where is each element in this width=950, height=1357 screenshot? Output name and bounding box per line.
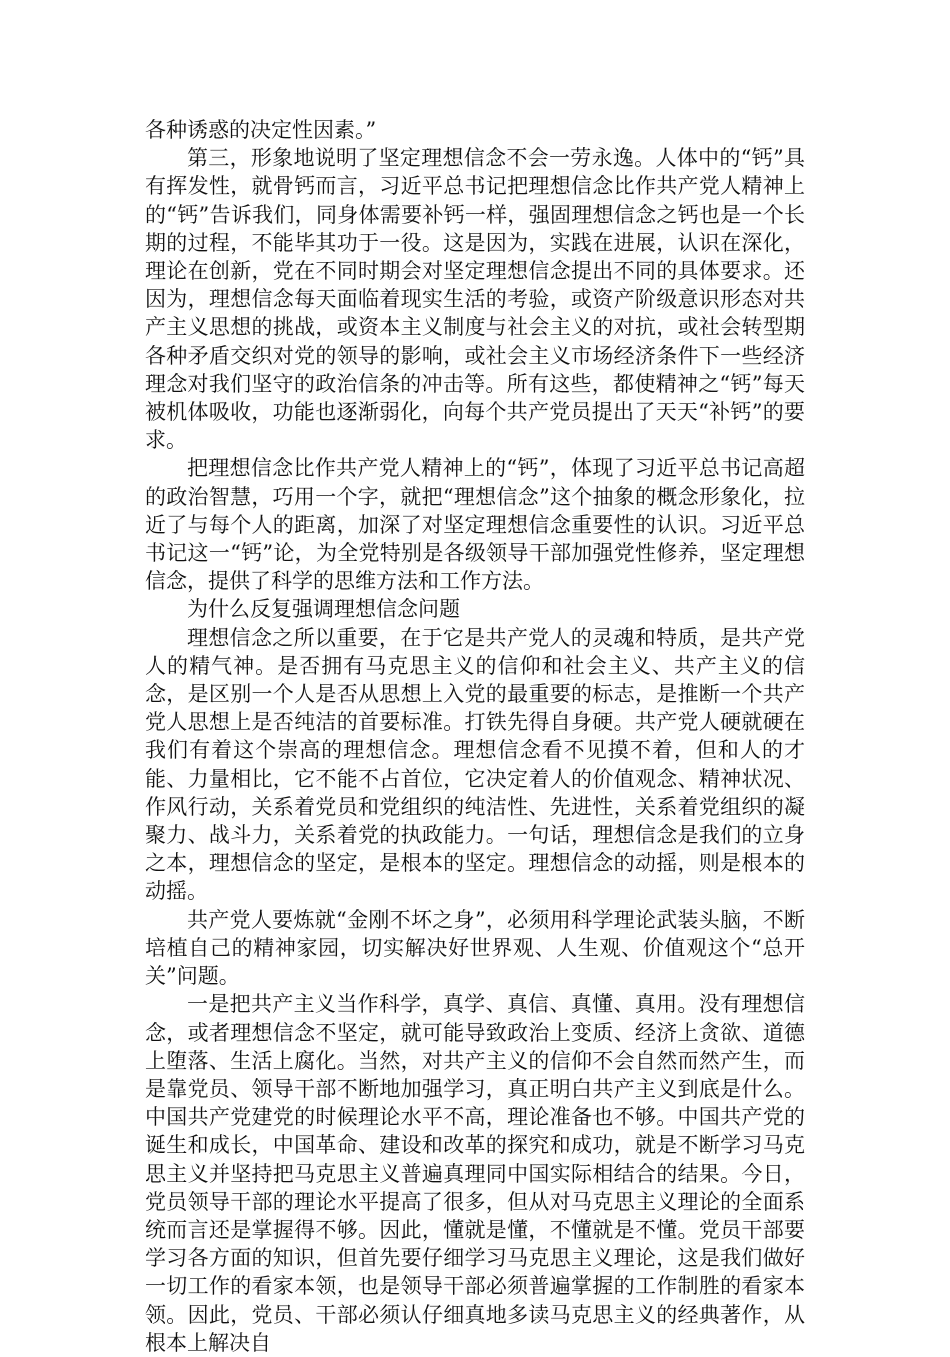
document-page — [145, 116, 805, 1357]
paragraph-diamond-body: 共产党人要炼就“金刚不坏之身”，必须用科学理论武装头脑，不断培植自己的精神家园，切实解决好世界观、人生观、价值观这个“总开关”问题。 — [145, 907, 805, 989]
paragraph-continuation: 各种诱惑的决定性因素。” — [145, 118, 377, 142]
paragraph-third-point: 第三，形象地说明了坚定理想信念不会一劳永逸。人体中的“钙”具有挥发性，就骨钙而言，习近平总书记把理想信念比作共产党人精神上的“钙”告诉我们，同身体需要补钙一样，强固理想信念之钙也是一个长期的过程，不能毕其功于一役。这是因为，实践在进展，认识在深化，理论在创新，党在不同时期会对坚定理想信念提出不同的具体要求。还因为，理想信念每天面临着现实生活的考验，或资产阶级意识形态对共产主义思想的挑战，或资本主义制度与社会主义的对抗，或社会转型期各种矛盾交织对党的领导的影响，或社会主义市场经济条件下一些经济理念对我们坚守的政治信条的冲击等。所有这些，都使精神之“钙”每天被机体吸收，功能也逐渐弱化，向每个共产党员提出了天天“补钙”的要求。 — [145, 146, 805, 453]
section-heading: 为什么反复强调理想信念问题 — [187, 597, 460, 622]
paragraph-calcium-metaphor: 把理想信念比作共产党人精神上的“钙”，体现了习近平总书记高超的政治智慧，巧用一个字，就把“理想信念”这个抽象的概念形象化，拉近了与每个人的距离，加深了对坚定理想信念重要性的认识。习近平总书记这一“钙”论，为全党特别是各级领导干部加强党性修养，坚定理想信念，提供了科学的思维方法和工作方法。 — [145, 456, 805, 594]
paragraph-point-one: 一是把共产主义当作科学，真学、真信、真懂、真用。没有理想信念，或者理想信念不坚定，就可能导致政治上变质、经济上贪欲、道德上堕落、生活上腐化。当然，对共产主义的信仰不会自然而然产生，而是靠党员、领导干部不断地加强学习，真正明白共产主义到底是什么。中国共产党建党的时候理论水平不高，理论准备也不够。中国共产党的诞生和成长，中国革命、建设和改革的探究和成功，就是不断学习马克思主义并坚持把马克思主义普遍真理同中国实际相结合的结果。今日，党员领导干部的理论水平提高了很多，但从对马克思主义理论的全面系统而言还是掌握得不够。因此，懂就是懂，不懂就是不懂。党员干部要学习各方面的知识，但首先要仔细学习马克思主义理论，这是我们做好一切工作的看家本领，也是领导干部必须普遍掌握的工作制胜的看家本领。因此，党员、干部必须认仔细真地多读马克思主义的经典著作，从根本上解决自 — [145, 992, 805, 1355]
paragraph-importance: 理想信念之所以重要，在于它是共产党人的灵魂和特质，是共产党人的精气神。是否拥有马克思主义的信仰和社会主义、共产主义的信念，是区别一个人是否从思想上入党的最重要的标志，是推断一个共产党人思想上是否纯洁的首要标准。打铁先得自身硬。共产党人硬就硬在我们有着这个崇高的理想信念。理想信念看不见摸不着，但和人的才能、力量相比，它不能不占首位，它决定着人的价值观念、精神状况、作风行动，关系着党员和党组织的纯洁性、先进性，关系着党组织的凝聚力、战斗力，关系着党的执政能力。一句话，理想信念是我们的立身之本，理想信念的坚定，是根本的坚定。理想信念的动摇，则是根本的动摇。 — [145, 625, 805, 904]
